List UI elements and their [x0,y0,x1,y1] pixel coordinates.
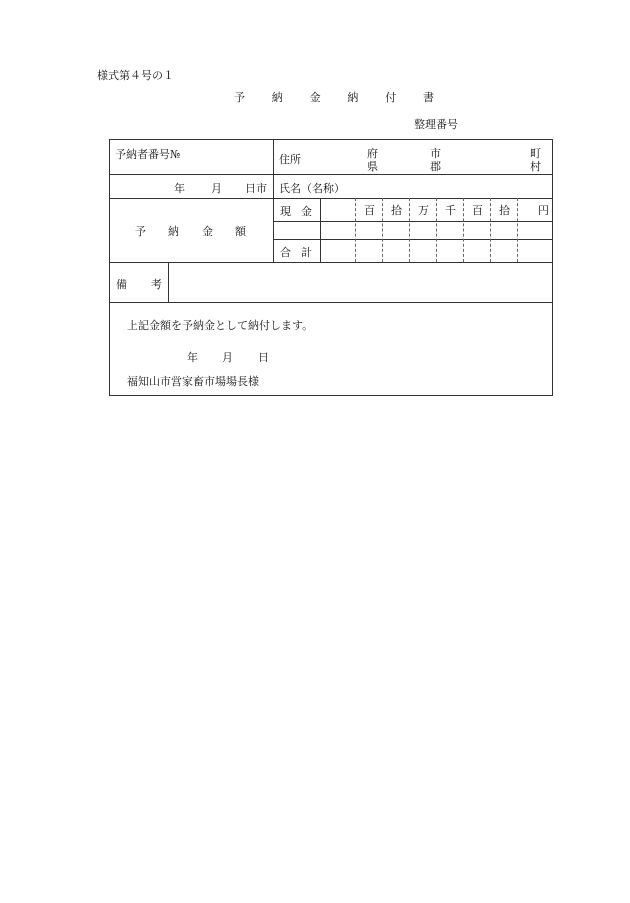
town-machi: 町 [530,147,541,160]
digit-separator [436,198,437,262]
addressee: 福知山市営家畜市場場長様 [127,375,259,388]
row-divider [273,239,552,240]
digit-hyaku: 百 [472,204,483,217]
title-char: 納 [271,91,283,104]
cash-label-char: 現 [280,205,291,218]
remarks-label-char: 備 [116,278,127,291]
payment-statement: 上記金額を予納金として納付します。 [127,319,314,332]
total-label-char: 合 [280,246,291,259]
digit-man: 万 [418,204,429,217]
title-char: 金 [309,91,321,104]
digit-yen: 円 [538,204,549,217]
village-mura: 村 [530,160,541,173]
reference-number-label: 整理番号 [414,118,458,131]
digit-separator [490,198,491,262]
title-char: 予 [234,91,245,104]
amount-label-char: 納 [168,225,179,238]
column-divider [273,140,274,262]
title-char: 付 [385,91,397,104]
digit-separator [409,198,410,262]
title-char: 書 [422,91,434,104]
row-divider [110,262,552,263]
prefecture-ken: 県 [367,160,378,173]
row-divider [110,302,552,303]
row-divider [110,198,552,199]
row-divider [273,221,552,222]
digit-separator [517,198,518,262]
remarks-label-char: 考 [151,278,162,291]
digit-sen: 千 [445,204,456,217]
address-label: 住所 [279,153,301,166]
row-divider [110,174,552,175]
city-shi: 市 [430,147,441,160]
digit-separator [463,198,464,262]
date-year: 年 [174,182,185,195]
sign-date-month: 月 [222,351,233,364]
district-gun: 郡 [430,160,441,173]
digit-juu-man: 拾 [391,204,402,217]
digit-separator [382,198,383,262]
column-divider [168,262,169,302]
sign-date-year: 年 [187,351,198,364]
payer-number-label: 予納者番号№ [115,148,181,161]
amount-label-char: 額 [235,225,246,238]
date-day-city: 日市 [245,182,267,195]
amount-label-char: 予 [135,225,146,238]
digit-separator [355,198,356,262]
document-title [234,89,434,105]
name-label: 氏名（名称） [279,182,345,195]
payment-form-table [109,139,553,396]
title-char: 納 [347,91,359,104]
column-divider [320,198,321,262]
amount-label-char: 金 [202,225,213,238]
total-label-char: 計 [301,246,312,259]
sign-date-day: 日 [258,351,269,364]
cash-label-char: 金 [301,205,312,218]
date-month: 月 [211,182,222,195]
digit-hyaku-man: 百 [364,204,375,217]
form-number: 様式第４号の１ [97,69,174,82]
digit-juu: 拾 [499,204,510,217]
prefecture-fu: 府 [367,147,378,160]
